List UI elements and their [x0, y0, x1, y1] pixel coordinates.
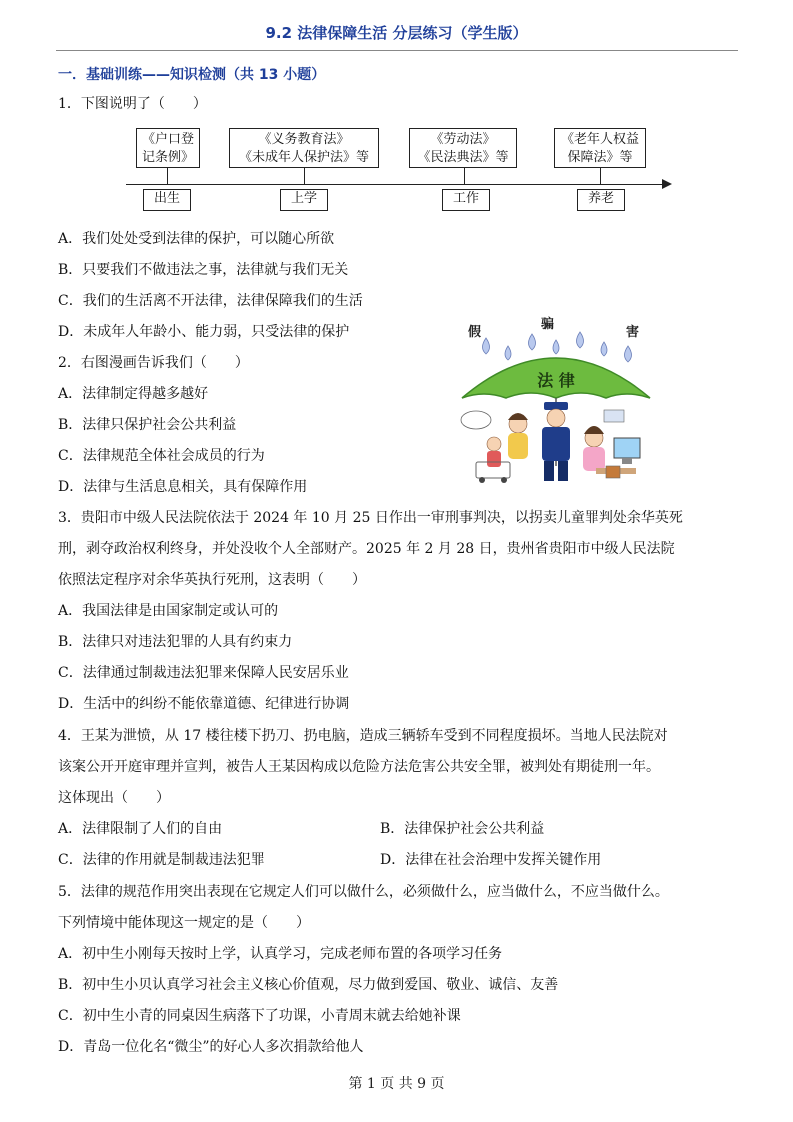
question-4-option-a: A．法律限制了人们的自由 [58, 821, 223, 837]
threat-label-harm: 害 [626, 325, 640, 340]
question-2-option-c: C．法律规范全体社会成员的行为 [58, 448, 265, 464]
timeline-connector [464, 167, 465, 184]
threat-label-fraud: 骗 [541, 317, 555, 332]
timeline-law-box-3: 《劳动法》 《民法典法》等 [409, 128, 517, 168]
page-number: 第 1 页 共 9 页 [348, 1076, 445, 1092]
question-3-stem-line-3: 依照法定程序对余华英执行死刑，这表明（ ） [58, 572, 366, 588]
timeline-connector [304, 167, 305, 184]
question-3-option-c: C．法律通过制裁违法犯罪来保障人民安居乐业 [58, 665, 349, 681]
question-2-option-b: B．法律只保护社会公共利益 [58, 417, 237, 433]
question-2-option-d: D．法律与生活息息相关，具有保障作用 [58, 479, 308, 495]
question-3-option-a: A．我国法律是由国家制定或认可的 [58, 603, 279, 619]
timeline-law-box-4: 《老年人权益 保障法》等 [554, 128, 646, 168]
question-1-option-c: C．我们的生活离不开法律，法律保障我们的生活 [58, 293, 363, 309]
question-4-option-d: D．法律在社会治理中发挥关键作用 [380, 852, 602, 868]
threat-label-fake: 假 [468, 325, 482, 340]
timeline-law-box-2: 《义务教育法》 《未成年人保护法》等 [229, 128, 379, 168]
question-4-stem-line-1: 4．王某为泄愤，从 17 楼往楼下扔刀、扔电脑，造成三辆轿车受到不同程度损坏。当地人民法院对 [58, 728, 668, 744]
timeline-stage-2: 上学 [280, 189, 328, 211]
law-umbrella-cartoon [456, 316, 656, 486]
question-4-stem-line-2: 该案公开开庭审理并宣判，被告人王某因构成以危险方法危害公共安全罪，被判处有期徒刑一年。 [58, 759, 660, 775]
question-5-option-d: D．青岛一位化名“微尘”的好心人多次捐款给他人 [58, 1039, 364, 1055]
timeline-stage-4: 养老 [577, 189, 625, 211]
question-1-option-d: D．未成年人年龄小、能力弱，只受法律的保护 [58, 324, 350, 340]
question-1-stem: 1．下图说明了（ ） [58, 96, 207, 112]
timeline-connector [167, 167, 168, 184]
timeline-connector [600, 167, 601, 184]
timeline-law-box-1: 《户口登 记条例》 [136, 128, 200, 168]
section-heading: 一．基础训练——知识检测（共 13 小题） [58, 67, 326, 83]
question-3-stem-line-2: 刑，剥夺政治权利终身，并处没收个人全部财产。2025 年 2 月 28 日，贵州省贵阳市中级人民法院 [58, 541, 675, 557]
title-divider [56, 50, 738, 51]
question-3-stem-line-1: 3．贵阳市中级人民法院依法于 2024 年 10 月 25 日作出一审刑事判决，以拐卖儿童罪判处余华英死 [58, 510, 683, 526]
speech-bubble-icon [461, 411, 491, 429]
question-5-stem-line-2: 下列情境中能体现这一规定的是（ ） [58, 915, 310, 931]
question-3-option-d: D．生活中的纠纷不能依靠道德、纪律进行协调 [58, 696, 350, 712]
question-2-stem: 2．右图漫画告诉我们（ ） [58, 355, 249, 371]
question-5-option-b: B．初中生小贝认真学习社会主义核心价值观，尽力做到爱国、敬业、诚信、友善 [58, 977, 559, 993]
question-5-option-a: A．初中生小刚每天按时上学，认真学习，完成老师布置的各项学习任务 [58, 946, 503, 962]
timeline-stage-1: 出生 [143, 189, 191, 211]
question-2-option-a: A．法律制定得越多越好 [58, 386, 209, 402]
question-1-option-b: B．只要我们不做违法之事，法律就与我们无关 [58, 262, 349, 278]
question-3-option-b: B．法律只对违法犯罪的人具有约束力 [58, 634, 293, 650]
question-4-option-c: C．法律的作用就是制裁违法犯罪 [58, 852, 265, 868]
question-4-option-b: B．法律保护社会公共利益 [380, 821, 545, 837]
question-1-option-a: A．我们处处受到法律的保护，可以随心所欲 [58, 231, 335, 247]
timeline-stage-3: 工作 [442, 189, 490, 211]
page-title: 9.2 法律保障生活 分层练习（学生版） [265, 24, 528, 42]
timeline-arrow-icon [662, 179, 672, 189]
timeline-axis [126, 184, 664, 185]
question-5-option-c: C．初中生小青的同桌因生病落下了功课，小青周末就去给她补课 [58, 1008, 461, 1024]
umbrella-label: 法 律 [537, 371, 575, 390]
question-4-stem-line-3: 这体现出（ ） [58, 790, 170, 806]
question-5-stem-line-1: 5．法律的规范作用突出表现在它规定人们可以做什么，必须做什么，应当做什么，不应当做什么。 [58, 884, 669, 900]
